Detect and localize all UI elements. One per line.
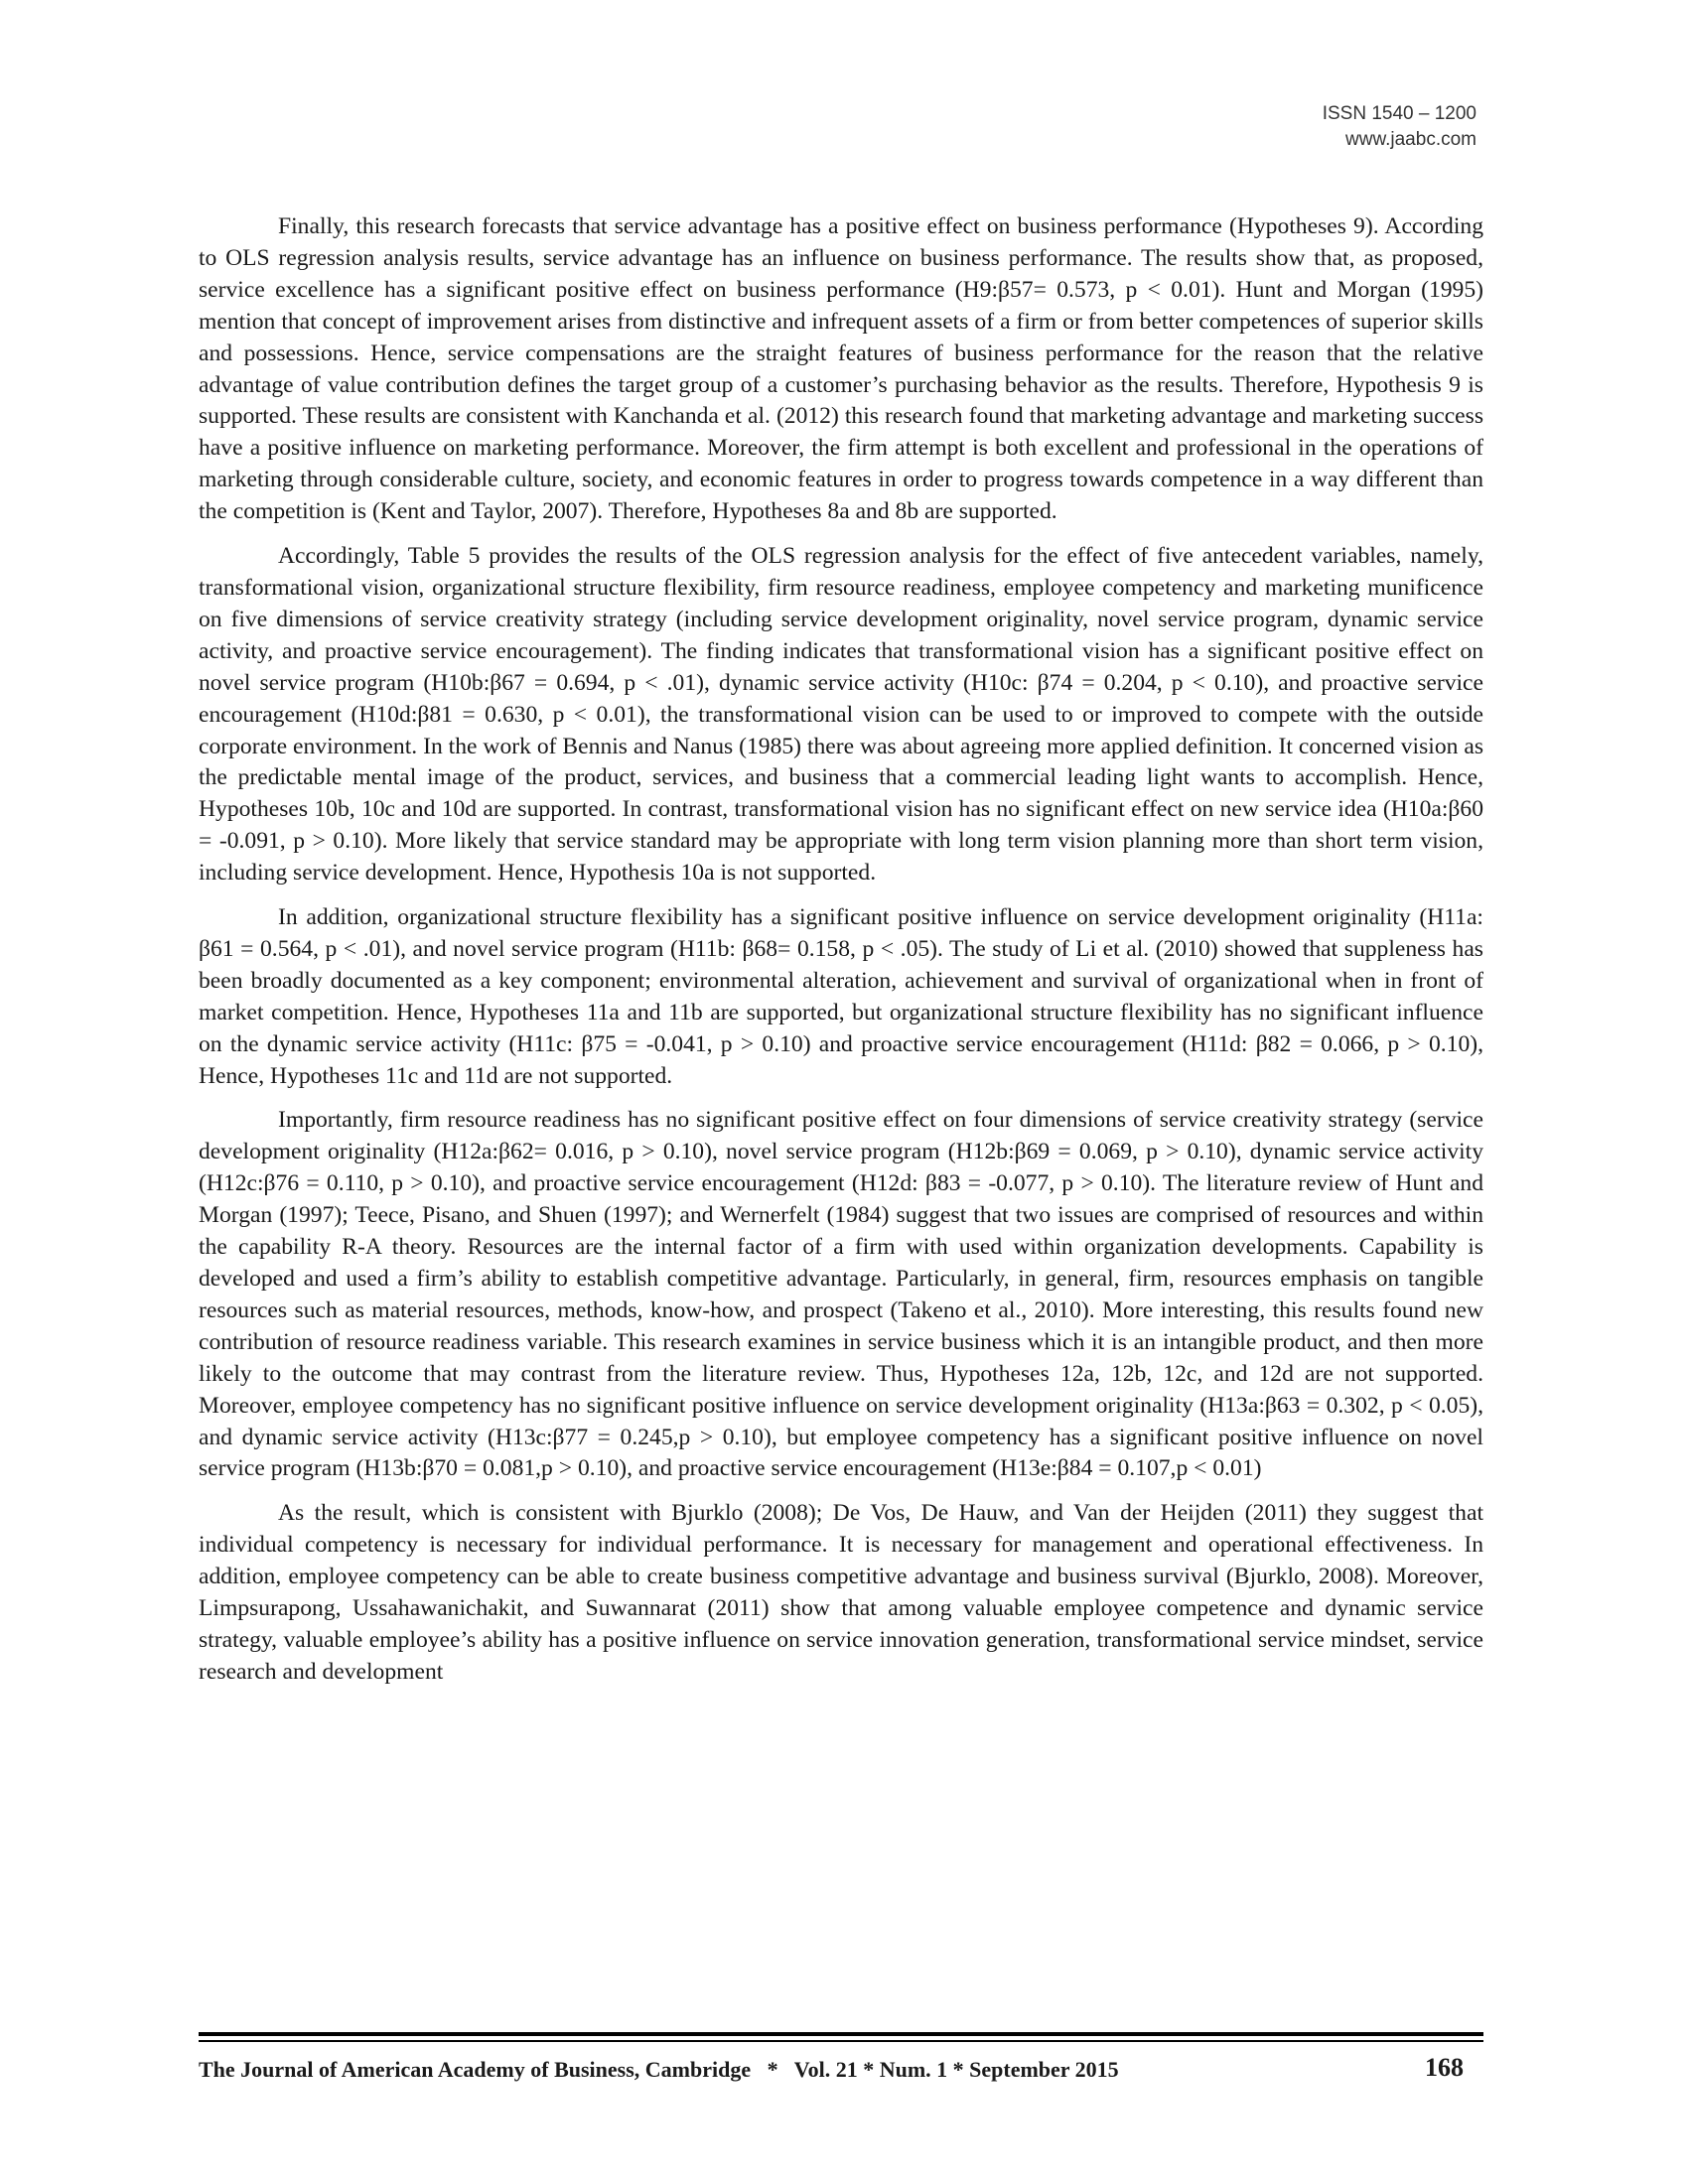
paragraph-1: Finally, this research forecasts that service advantage has a positive effect on business performance (Hypotheses 9). According to OLS regression analysis results, service advantage has an influence on business performance. The results show that, as proposed, service excellence has a significant positive effect on business performance (H9:β57= 0.573, p < 0.01). Hunt and Morgan (1995) mention that concept of improvement arises from distinctive and infrequent assets of a firm or from better competences of superior skills and possessions. Hence, service compensations are the straight features of business performance for the reason that the relative advantage of value contribution defines the target group of a customer’s purchasing behavior as the results. Therefore, Hypothesis 9 is supported. These results are consistent with Kanchanda et al. (2012) this research found that marketing advantage and marketing success have a positive influence on marketing performance. Moreover, the firm attempt is both excellent and professional in the operations of marketing through considerable culture, society, and economic features in order to progress towards competence in a way different than the competition is (Kent and Taylor, 2007). Therefore, Hypotheses 8a and 8b are supported. xyxy=(199,213,1483,525)
page-header xyxy=(1323,101,1477,153)
paragraph-4: Importantly, firm resource readiness has no significant positive effect on four dimensions of service creativity strategy (service development originality (H12a:β62= 0.016, p > 0.10), novel service program (H12b:β69 = 0.069, p > 0.10), dynamic service activity (H12c:β76 = 0.110, p > 0.10), and proactive service encouragement (H12d: β83 = -0.077, p > 0.10). The literature review of Hunt and Morgan (1997); Teece, Pisano, and Shuen (1997); and Wernerfelt (1984) suggest that two issues are comprised of resources and within the capability R-A theory. Resources are the internal factor of a firm with used within organization developments. Capability is developed and used a firm’s ability to establish competitive advantage. Particularly, in general, firm, resources emphasis on tangible resources such as material resources, methods, know-how, and prospect (Takeno et al., 2010). More interesting, this results found new contribution of resource readiness variable. This research examines in service business which it is an intangible product, and then more likely to the outcome that may contrast from the literature review. Thus, Hypotheses 12a, 12b, 12c, and 12d are not supported. Moreover, employee competency has no significant positive influence on service development originality (H13a:β63 = 0.302, p < 0.05), and dynamic service activity (H13c:β77 = 0.245,p > 0.10), but employee competency has a significant positive influence on novel service program (H13b:β70 = 0.081,p > 0.10), and proactive service encouragement (H13e:β84 = 0.107,p < 0.01) xyxy=(199,1107,1483,1482)
paragraph-5: As the result, which is consistent with Bjurklo (2008); De Vos, De Hauw, and Van der Heijden (2011) they suggest that individual competency is necessary for individual performance. It is necessary for management and operational effectiveness. In addition, employee competency can be able to create business competitive advantage and business survival (Bjurklo, 2008). Moreover, Limpsurapong, Ussahawanichakit, and Suwannarat (2011) show that among valuable employee competence and dynamic service strategy, valuable employee’s ability has a positive influence on service innovation generation, transformational service mindset, service research and development xyxy=(199,1500,1483,1685)
journal-citation: The Journal of American Academy of Business, Cambridge * Vol. 21 * Num. 1 * September 2015 xyxy=(199,2057,1119,2082)
body-text xyxy=(199,211,1483,1702)
footer-rule-thick xyxy=(199,2032,1483,2036)
footer-rule-thin xyxy=(199,2040,1483,2042)
paragraph-3: In addition, organizational structure flexibility has a significant positive influence on service development originality (H11a: β61 = 0.564, p < .01), and novel service program (H11b: β68= 0.158, p < .05). The study of Li et al. (2010) showed that suppleness has been broadly documented as a key component; environmental alteration, achievement and survival of organizational when in front of market competition. Hence, Hypotheses 11a and 11b are supported, but organizational structure flexibility has no significant influence on the dynamic service activity (H11c: β75 = -0.041, p > 0.10) and proactive service encouragement (H11d: β82 = 0.066, p > 0.10), Hence, Hypotheses 11c and 11d are not supported. xyxy=(199,904,1483,1089)
website-label: www.jaabc.com xyxy=(1345,129,1477,150)
issn-label: ISSN 1540 – 1200 xyxy=(1322,103,1477,124)
paragraph-2: Accordingly, Table 5 provides the results of the OLS regression analysis for the effect of five antecedent variables, namely, transformational vision, organizational structure flexibility, firm resource readiness, employee competency and marketing munificence on five dimensions of service creativity strategy (including service development originality, novel service program, dynamic service activity, and proactive service encouragement). The finding indicates that transformational vision has a significant positive effect on novel service program (H10b:β67 = 0.694, p < .01), dynamic service activity (H10c: β74 = 0.204, p < 0.10), and proactive service encouragement (H10d:β81 = 0.630, p < 0.01), the transformational vision can be used to or improved to compete with the outside corporate environment. In the work of Bennis and Nanus (1985) there was about agreeing more applied definition. It concerned vision as the predictable mental image of the product, services, and business that a commercial leading light wants to accomplish. Hence, Hypotheses 10b, 10c and 10d are supported. In contrast, transformational vision has no significant effect on new service idea (H10a:β60 = -0.091, p > 0.10). More likely that service standard may be appropriate with long term vision planning more than short term vision, including service development. Hence, Hypothesis 10a is not supported. xyxy=(199,543,1483,887)
page-number: 168 xyxy=(1425,2053,1464,2082)
